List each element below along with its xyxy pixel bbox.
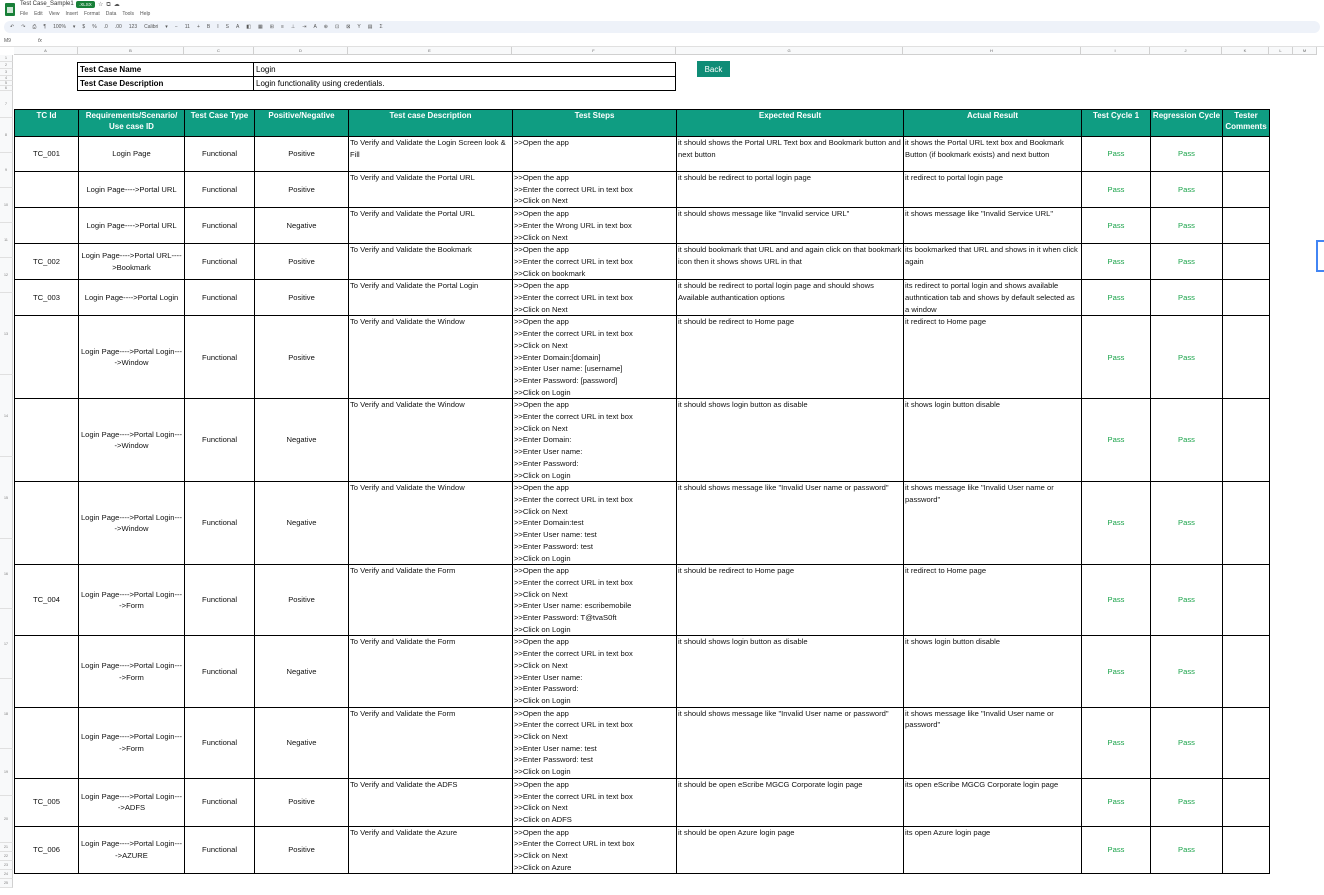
row-header[interactable]: 8: [0, 118, 13, 153]
column-title[interactable]: Expected Result: [677, 110, 904, 137]
positive-negative-cell[interactable]: Positive: [255, 244, 349, 280]
row-header[interactable]: 13: [0, 293, 13, 375]
test-type-cell[interactable]: Functional: [185, 244, 255, 280]
column-header[interactable]: M: [1293, 47, 1317, 55]
table-row: [15, 244, 1270, 280]
actual-result-cell[interactable]: it shows message like "Invalid User name or password": [904, 707, 1082, 778]
toolbar-button[interactable]: ⇥: [302, 24, 307, 30]
header-row: [15, 110, 1270, 137]
requirement-cell[interactable]: Login Page: [79, 137, 185, 172]
tester-comments-cell[interactable]: [1223, 707, 1270, 778]
test-steps-cell[interactable]: >>Open the app >>Enter the correct URL in text box >>Click on Next >>Enter Domain:[domain] >>Enter User name: [username] >>Enter Password: [password] >>Click on Login: [513, 316, 677, 399]
toolbar-button[interactable]: +: [196, 24, 200, 30]
requirement-cell[interactable]: Login Page---->Portal Login---->ADFS: [79, 778, 185, 826]
test-steps-cell[interactable]: >>Open the app >>Enter the correct URL in text box >>Click on Next >>Enter User name: test >>Enter Password: test >>Click on Login: [513, 707, 677, 778]
toolbar-button[interactable]: −: [174, 24, 178, 30]
actual-result-cell[interactable]: its bookmarked that URL and shows in it when click again: [904, 244, 1082, 280]
tc-id-cell[interactable]: TC_005: [15, 778, 79, 826]
table-row: [15, 565, 1270, 636]
row-header[interactable]: 17: [0, 609, 13, 679]
positive-negative-cell[interactable]: Negative: [255, 399, 349, 482]
expected-result-cell[interactable]: it should shows message like "Invalid User name or password": [677, 707, 904, 778]
expected-result-cell[interactable]: it should be open Azure login page: [677, 826, 904, 874]
requirement-cell[interactable]: Login Page---->Portal Login---->Window: [79, 482, 185, 565]
test-type-cell[interactable]: Functional: [185, 636, 255, 707]
positive-negative-cell[interactable]: Positive: [255, 565, 349, 636]
description-cell[interactable]: To Verify and Validate the Portal URL: [349, 208, 513, 244]
actual-result-cell[interactable]: its redirect to portal login and shows available authntication tab and shows by default selected as a window: [904, 280, 1082, 316]
test-cycle-1-cell[interactable]: Pass: [1082, 172, 1151, 208]
test-type-cell[interactable]: Functional: [185, 482, 255, 565]
regression-cycle-cell[interactable]: Pass: [1151, 482, 1223, 565]
regression-cycle-cell[interactable]: Pass: [1151, 280, 1223, 316]
requirement-cell[interactable]: Login Page---->Portal Login---->Form: [79, 565, 185, 636]
description-cell[interactable]: To Verify and Validate the Portal Login: [349, 280, 513, 316]
toolbar-button[interactable]: A: [235, 24, 240, 30]
description-cell[interactable]: To Verify and Validate the Azure: [349, 826, 513, 874]
test-type-cell[interactable]: Functional: [185, 565, 255, 636]
sheets-logo-icon[interactable]: [5, 3, 15, 16]
test-steps-cell[interactable]: >>Open the app >>Enter the correct URL in text box >>Click on Next >>Enter Domain: >>Enter User name: >>Enter Password: >>Click on Login: [513, 399, 677, 482]
row-header[interactable]: 12: [0, 258, 13, 293]
row-header[interactable]: 24: [0, 870, 13, 879]
positive-negative-cell[interactable]: Positive: [255, 778, 349, 826]
toolbar-button[interactable]: Calibri: [144, 24, 159, 30]
test-steps-cell[interactable]: >>Open the app >>Enter the correct URL in text box >>Click on Next >>Click on ADFS: [513, 778, 677, 826]
actual-result-cell[interactable]: its open eScribe MGCG Corporate login page: [904, 778, 1082, 826]
expected-result-cell[interactable]: it should shows login button as disable: [677, 399, 904, 482]
row-header[interactable]: 3: [0, 69, 13, 76]
test-case-table: [14, 109, 1270, 874]
toolbar-button[interactable]: ≡: [280, 24, 284, 30]
actual-result-cell[interactable]: it redirect to Home page: [904, 565, 1082, 636]
star-icon[interactable]: ☆: [98, 2, 107, 8]
tc-id-cell[interactable]: [15, 636, 79, 707]
row-header[interactable]: 25: [0, 879, 13, 888]
actual-result-cell[interactable]: it shows login button disable: [904, 399, 1082, 482]
requirement-cell[interactable]: Login Page---->Portal URL---->Bookmark: [79, 244, 185, 280]
tc-id-cell[interactable]: TC_002: [15, 244, 79, 280]
menu-item[interactable]: Tools: [122, 11, 135, 17]
column-header[interactable]: D: [254, 47, 348, 55]
actual-result-cell[interactable]: it shows login button disable: [904, 636, 1082, 707]
column-title[interactable]: Test Steps: [513, 110, 677, 137]
table-row: [15, 826, 1270, 874]
test-steps-cell[interactable]: >>Open the app >>Enter the correct URL in text box >>Click on Next: [513, 172, 677, 208]
column-header[interactable]: H: [903, 47, 1081, 55]
column-header[interactable]: B: [78, 47, 184, 55]
description-cell[interactable]: To Verify and Validate the Login Screen look & Fill: [349, 137, 513, 172]
regression-cycle-cell[interactable]: Pass: [1151, 172, 1223, 208]
description-cell[interactable]: To Verify and Validate the ADFS: [349, 778, 513, 826]
test-type-cell[interactable]: Functional: [185, 280, 255, 316]
row-header[interactable]: 4: [0, 76, 13, 81]
column-title[interactable]: Test Cycle 1: [1082, 110, 1151, 137]
description-cell[interactable]: To Verify and Validate the Form: [349, 707, 513, 778]
expected-result-cell[interactable]: it should be redirect to Home page: [677, 565, 904, 636]
toolbar-button[interactable]: Y: [357, 24, 361, 30]
test-case-name-label: Test Case Name: [78, 63, 254, 77]
table-row: [15, 172, 1270, 208]
row-header[interactable]: 5: [0, 81, 13, 86]
column-title[interactable]: Positive/Negative: [255, 110, 349, 137]
column-header[interactable]: L: [1269, 47, 1293, 55]
toolbar: [4, 21, 1320, 33]
regression-cycle-cell[interactable]: Pass: [1151, 707, 1223, 778]
description-cell[interactable]: To Verify and Validate the Window: [349, 482, 513, 565]
regression-cycle-cell[interactable]: Pass: [1151, 244, 1223, 280]
toolbar-button[interactable]: S: [225, 24, 229, 30]
tc-id-cell[interactable]: TC_006: [15, 826, 79, 874]
regression-cycle-cell[interactable]: Pass: [1151, 316, 1223, 399]
column-header[interactable]: K: [1222, 47, 1269, 55]
column-title[interactable]: Requirements/Scenario/ Use case ID: [79, 110, 185, 137]
toolbar-button[interactable]: $: [82, 24, 86, 30]
expected-result-cell[interactable]: it should shows message like "Invalid service URL": [677, 208, 904, 244]
actual-result-cell[interactable]: it shows message like "Invalid Service URL": [904, 208, 1082, 244]
test-cycle-1-cell[interactable]: Pass: [1082, 636, 1151, 707]
test-steps-cell[interactable]: >>Open the app: [513, 137, 677, 172]
tc-id-cell[interactable]: [15, 208, 79, 244]
test-cycle-1-cell[interactable]: Pass: [1082, 316, 1151, 399]
test-cycle-1-cell[interactable]: Pass: [1082, 280, 1151, 316]
table-row: [15, 208, 1270, 244]
toolbar-button[interactable]: .00: [114, 24, 122, 30]
menu-item[interactable]: File: [20, 11, 29, 17]
tc-id-cell[interactable]: [15, 172, 79, 208]
column-header[interactable]: F: [512, 47, 676, 55]
toolbar-button[interactable]: ◧: [246, 24, 252, 30]
tester-comments-cell[interactable]: [1223, 137, 1270, 172]
test-steps-cell[interactable]: >>Open the app >>Enter the correct URL in text box >>Click on Next >>Enter Domain:test >>Enter User name: test >>Enter Password: test >>Click on Login: [513, 482, 677, 565]
test-cycle-1-cell[interactable]: Pass: [1082, 826, 1151, 874]
row-header[interactable]: 21: [0, 843, 13, 852]
selection-indicator: [1316, 240, 1324, 272]
toolbar-button[interactable]: B: [206, 24, 211, 30]
test-case-info: [77, 62, 676, 91]
test-type-cell[interactable]: Functional: [185, 316, 255, 399]
expected-result-cell[interactable]: it should shows message like "Invalid User name or password": [677, 482, 904, 565]
back-button[interactable]: Back: [697, 61, 730, 77]
row-header[interactable]: 7: [0, 91, 13, 118]
expected-result-cell[interactable]: it should be redirect to Home page: [677, 316, 904, 399]
tester-comments-cell[interactable]: [1223, 826, 1270, 874]
toolbar-button[interactable]: ▦: [258, 24, 263, 30]
positive-negative-cell[interactable]: Positive: [255, 280, 349, 316]
description-cell[interactable]: To Verify and Validate the Form: [349, 565, 513, 636]
test-cycle-1-cell[interactable]: Pass: [1082, 244, 1151, 280]
tester-comments-cell[interactable]: [1223, 280, 1270, 316]
row-header[interactable]: 22: [0, 852, 13, 861]
toolbar-button[interactable]: %: [92, 24, 97, 30]
tester-comments-cell[interactable]: [1223, 778, 1270, 826]
requirement-cell[interactable]: Login Page---->Portal Login---->Window: [79, 399, 185, 482]
row-header[interactable]: 15: [0, 457, 13, 539]
regression-cycle-cell[interactable]: Pass: [1151, 208, 1223, 244]
requirement-cell[interactable]: Login Page---->Portal Login---->Window: [79, 316, 185, 399]
description-cell[interactable]: To Verify and Validate the Window: [349, 399, 513, 482]
actual-result-cell[interactable]: it redirect to Home page: [904, 316, 1082, 399]
actual-result-cell[interactable]: it shows message like "Invalid User name or password": [904, 482, 1082, 565]
test-cycle-1-cell[interactable]: Pass: [1082, 208, 1151, 244]
actual-result-cell[interactable]: its open Azure login page: [904, 826, 1082, 874]
test-case-description-value[interactable]: Login functionality using credentials.: [254, 77, 676, 91]
table-row: [15, 482, 1270, 565]
table-row: [15, 707, 1270, 778]
toolbar-button[interactable]: ▾: [72, 24, 76, 30]
tc-id-cell[interactable]: [15, 707, 79, 778]
table-row: [15, 636, 1270, 707]
document-title[interactable]: Test Case_Sample1: [20, 1, 74, 7]
menu-item[interactable]: Help: [140, 11, 151, 17]
tester-comments-cell[interactable]: [1223, 316, 1270, 399]
requirement-cell[interactable]: Login Page---->Portal URL: [79, 208, 185, 244]
row-header[interactable]: 6: [0, 86, 13, 91]
row-header[interactable]: 19: [0, 749, 13, 796]
description-cell[interactable]: To Verify and Validate the Window: [349, 316, 513, 399]
test-type-cell[interactable]: Functional: [185, 137, 255, 172]
regression-cycle-cell[interactable]: Pass: [1151, 636, 1223, 707]
row-header[interactable]: 2: [0, 62, 13, 69]
test-cycle-1-cell[interactable]: Pass: [1082, 778, 1151, 826]
toolbar-button[interactable]: ¶: [43, 24, 47, 30]
tester-comments-cell[interactable]: [1223, 399, 1270, 482]
table-row: [15, 316, 1270, 399]
tc-id-cell[interactable]: TC_004: [15, 565, 79, 636]
formula-bar: [0, 36, 1324, 47]
row-header[interactable]: 9: [0, 153, 13, 188]
positive-negative-cell[interactable]: Positive: [255, 137, 349, 172]
tc-id-cell[interactable]: TC_003: [15, 280, 79, 316]
positive-negative-cell[interactable]: Negative: [255, 482, 349, 565]
regression-cycle-cell[interactable]: Pass: [1151, 565, 1223, 636]
toolbar-button[interactable]: .0: [103, 24, 108, 30]
positive-negative-cell[interactable]: Positive: [255, 172, 349, 208]
title-bar: [0, 0, 1324, 20]
tc-id-cell[interactable]: TC_001: [15, 137, 79, 172]
test-type-cell[interactable]: Functional: [185, 172, 255, 208]
menu-item[interactable]: Format: [83, 11, 100, 17]
column-title[interactable]: Actual Result: [904, 110, 1082, 137]
test-case-description-label: Test Case Description: [78, 77, 254, 91]
test-type-cell[interactable]: Functional: [185, 208, 255, 244]
move-icon[interactable]: ⧉: [106, 2, 114, 8]
regression-cycle-cell[interactable]: Pass: [1151, 137, 1223, 172]
toolbar-button[interactable]: ↶: [10, 24, 15, 30]
expected-result-cell[interactable]: it should be redirect to portal login page: [677, 172, 904, 208]
menu-item[interactable]: Data: [105, 11, 117, 17]
toolbar-button[interactable]: ⊠: [346, 24, 351, 30]
description-cell[interactable]: To Verify and Validate the Bookmark: [349, 244, 513, 280]
fx-icon: fx: [38, 38, 42, 44]
tester-comments-cell[interactable]: [1223, 482, 1270, 565]
table-row: [15, 399, 1270, 482]
column-header[interactable]: C: [184, 47, 254, 55]
menu-item[interactable]: View: [48, 11, 60, 17]
test-steps-cell[interactable]: >>Open the app >>Enter the correct URL in text box >>Click on Next >>Enter User name: >>Enter Password: >>Click on Login: [513, 636, 677, 707]
test-type-cell[interactable]: Functional: [185, 707, 255, 778]
regression-cycle-cell[interactable]: Pass: [1151, 778, 1223, 826]
row-header[interactable]: 20: [0, 796, 13, 843]
test-cycle-1-cell[interactable]: Pass: [1082, 399, 1151, 482]
test-steps-cell[interactable]: >>Open the app >>Enter the correct URL in text box >>Click on Next: [513, 280, 677, 316]
requirement-cell[interactable]: Login Page---->Portal Login: [79, 280, 185, 316]
test-case-name-value[interactable]: Login: [254, 63, 676, 77]
toolbar-button[interactable]: ↷: [21, 24, 26, 30]
expected-result-cell[interactable]: it should bookmark that URL and and again click on that bookmark icon then it shows shows URL in that: [677, 244, 904, 280]
test-steps-cell[interactable]: >>Open the app >>Enter the Correct URL in text box >>Click on Next >>Click on Azure: [513, 826, 677, 874]
row-header[interactable]: 18: [0, 679, 13, 749]
test-cycle-1-cell[interactable]: Pass: [1082, 482, 1151, 565]
cloud-icon[interactable]: ☁: [113, 2, 123, 8]
column-title[interactable]: Tester Comments: [1223, 110, 1270, 137]
tester-comments-cell[interactable]: [1223, 208, 1270, 244]
actual-result-cell[interactable]: it shows the Portal URL text box and Bookmark Button (if bookmark exists) and next button: [904, 137, 1082, 172]
toolbar-button[interactable]: ⊥: [290, 24, 296, 30]
requirement-cell[interactable]: Login Page---->Portal Login---->Form: [79, 707, 185, 778]
tc-id-cell[interactable]: [15, 399, 79, 482]
column-header[interactable]: I: [1081, 47, 1150, 55]
positive-negative-cell[interactable]: Negative: [255, 707, 349, 778]
positive-negative-cell[interactable]: Positive: [255, 826, 349, 874]
toolbar-button[interactable]: I: [217, 24, 219, 30]
menu-item[interactable]: Insert: [65, 11, 78, 17]
test-steps-cell[interactable]: >>Open the app >>Enter the correct URL in text box >>Click on Next >>Enter User name: escribemobile >>Enter Password: T@tvaS0ft >>Click on Login: [513, 565, 677, 636]
column-title[interactable]: Regression Cycle: [1151, 110, 1223, 137]
column-header[interactable]: J: [1150, 47, 1222, 55]
table-row: [15, 280, 1270, 316]
column-header[interactable]: A: [14, 47, 78, 55]
requirement-cell[interactable]: Login Page---->Portal Login---->AZURE: [79, 826, 185, 874]
toolbar-button[interactable]: Σ: [379, 24, 383, 30]
toolbar-button[interactable]: ⊡: [334, 24, 340, 30]
tester-comments-cell[interactable]: [1223, 565, 1270, 636]
cell-reference[interactable]: M9: [4, 38, 11, 44]
test-type-cell[interactable]: Functional: [185, 399, 255, 482]
actual-result-cell[interactable]: it redirect to portal login page: [904, 172, 1082, 208]
tester-comments-cell[interactable]: [1223, 172, 1270, 208]
row-header[interactable]: 16: [0, 539, 13, 609]
test-cycle-1-cell[interactable]: Pass: [1082, 565, 1151, 636]
positive-negative-cell[interactable]: Negative: [255, 636, 349, 707]
tester-comments-cell[interactable]: [1223, 244, 1270, 280]
column-header[interactable]: G: [676, 47, 903, 55]
toolbar-button[interactable]: ⎙: [32, 24, 37, 30]
column-title[interactable]: Test case Description: [349, 110, 513, 137]
requirement-cell[interactable]: Login Page---->Portal URL: [79, 172, 185, 208]
tc-id-cell[interactable]: [15, 482, 79, 565]
expected-result-cell[interactable]: it should shows the Portal URL Text box and Bookmark button and next button: [677, 137, 904, 172]
test-steps-cell[interactable]: >>Open the app >>Enter the Wrong URL in text box >>Click on Next: [513, 208, 677, 244]
test-steps-cell[interactable]: >>Open the app >>Enter the correct URL in text box >>Click on bookmark: [513, 244, 677, 280]
title-icons: [98, 1, 123, 9]
test-type-cell[interactable]: Functional: [185, 778, 255, 826]
row-header[interactable]: 1: [0, 55, 13, 62]
regression-cycle-cell[interactable]: Pass: [1151, 826, 1223, 874]
positive-negative-cell[interactable]: Positive: [255, 316, 349, 399]
regression-cycle-cell[interactable]: Pass: [1151, 399, 1223, 482]
expected-result-cell[interactable]: it should shows login button as disable: [677, 636, 904, 707]
row-header[interactable]: 11: [0, 223, 13, 258]
column-title[interactable]: Test Case Type: [185, 110, 255, 137]
column-title[interactable]: TC Id: [15, 110, 79, 137]
file-format-badge: .XLSX: [76, 1, 95, 8]
toolbar-button[interactable]: A: [313, 24, 317, 30]
toolbar-button[interactable]: ⊞: [269, 24, 274, 30]
requirement-cell[interactable]: Login Page---->Portal Login---->Form: [79, 636, 185, 707]
tc-id-cell[interactable]: [15, 316, 79, 399]
test-type-cell[interactable]: Functional: [185, 826, 255, 874]
menu-item[interactable]: Edit: [34, 11, 43, 17]
test-cycle-1-cell[interactable]: Pass: [1082, 707, 1151, 778]
table-row: [15, 778, 1270, 826]
expected-result-cell[interactable]: it should be redirect to portal login page and should shows Available authantication options: [677, 280, 904, 316]
test-cycle-1-cell[interactable]: Pass: [1082, 137, 1151, 172]
row-header[interactable]: 10: [0, 188, 13, 223]
row-header[interactable]: 23: [0, 861, 13, 870]
column-header[interactable]: E: [348, 47, 512, 55]
toolbar-button[interactable]: 100%: [53, 24, 66, 30]
expected-result-cell[interactable]: it should be open eScribe MGCG Corporate login page: [677, 778, 904, 826]
menu-bar: [20, 11, 150, 17]
description-cell[interactable]: To Verify and Validate the Portal URL: [349, 172, 513, 208]
row-header[interactable]: 14: [0, 375, 13, 457]
tester-comments-cell[interactable]: [1223, 636, 1270, 707]
toolbar-button[interactable]: ⊕: [323, 24, 328, 30]
positive-negative-cell[interactable]: Negative: [255, 208, 349, 244]
toolbar-button[interactable]: ▤: [367, 24, 373, 30]
table-row: [15, 137, 1270, 172]
description-cell[interactable]: To Verify and Validate the Form: [349, 636, 513, 707]
toolbar-button[interactable]: 11: [184, 24, 190, 30]
toolbar-button[interactable]: ▾: [165, 24, 168, 30]
toolbar-button[interactable]: 123: [128, 24, 138, 30]
